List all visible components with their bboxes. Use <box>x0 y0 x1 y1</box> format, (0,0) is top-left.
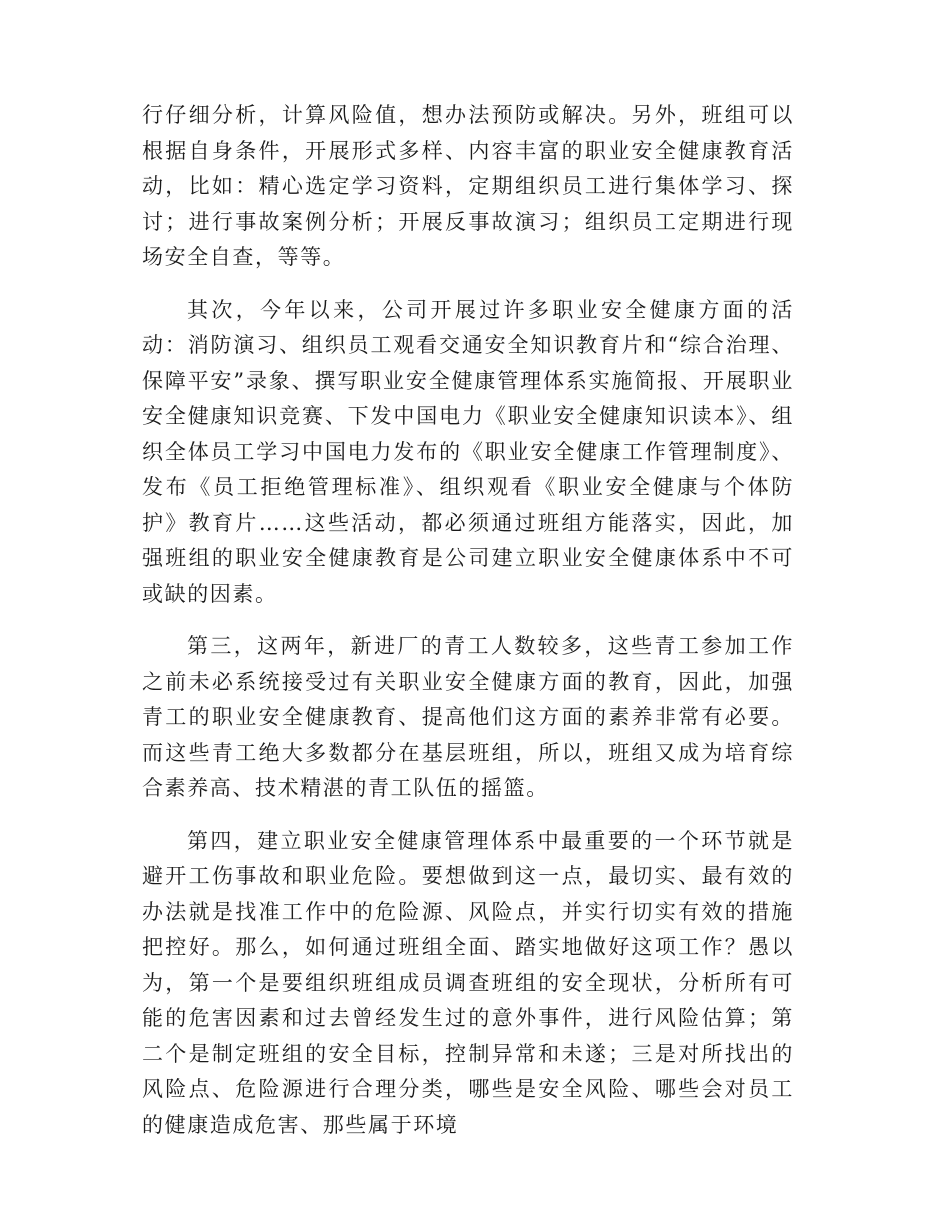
paragraph-4: 第四，建立职业安全健康管理体系中最重要的一个环节就是避开工伤事故和职业危险。要想做到这一点，最切实、最有效的办法就是找准工作中的危险源、风险点，并实行切实有效的措施把控好。那么，如何通过班组全面、踏实地做好这项工作？愚以为，第一个是要组织班组成员调查班组的安全现状，分析所有可能的危害因素和过去曾经发生过的意外事件，进行风险估算；第二个是制定班组的安全目标，控制异常和未遂；三是对所找出的风险点、危险源进行合理分类，哪些是安全风险、哪些会对员工的健康造成危害、那些属于环境 <box>142 828 794 1137</box>
document-page <box>142 98 794 1160</box>
paragraph-2: 其次，今年以来，公司开展过许多职业安全健康方面的活动：消防演习、组织员工观看交通安全知识教育片和“综合治理、保障平安”录象、撰写职业安全健康管理体系实施简报、开展职业安全健康知识竞赛、下发中国电力《职业安全健康知识读本》、组织全体员工学习中国电力发布的《职业安全健康工作管理制度》、发布《员工拒绝管理标准》、组织观看《职业安全健康与个体防护》教育片……这些活动，都必须通过班组方能落实，因此，加强班组的职业安全健康教育是公司建立职业安全健康体系中不可或缺的因素。 <box>142 297 794 606</box>
paragraph-1: 行仔细分析，计算风险值，想办法预防或解决。另外，班组可以根据自身条件，开展形式多样、内容丰富的职业安全健康教育活动，比如：精心选定学习资料，定期组织员工进行集体学习、探讨；进行事故案例分析；开展反事故演习；组织员工定期进行现场安全自查，等等。 <box>142 103 794 269</box>
paragraph-3: 第三，这两年，新进厂的青工人数较多，这些青工参加工作之前未必系统接受过有关职业安全健康方面的教育，因此，加强青工的职业安全健康教育、提高他们这方面的素养非常有必要。而这些青工绝大多数都分在基层班组，所以，班组又成为培育综合素养高、技术精湛的青工队伍的摇篮。 <box>142 634 794 800</box>
